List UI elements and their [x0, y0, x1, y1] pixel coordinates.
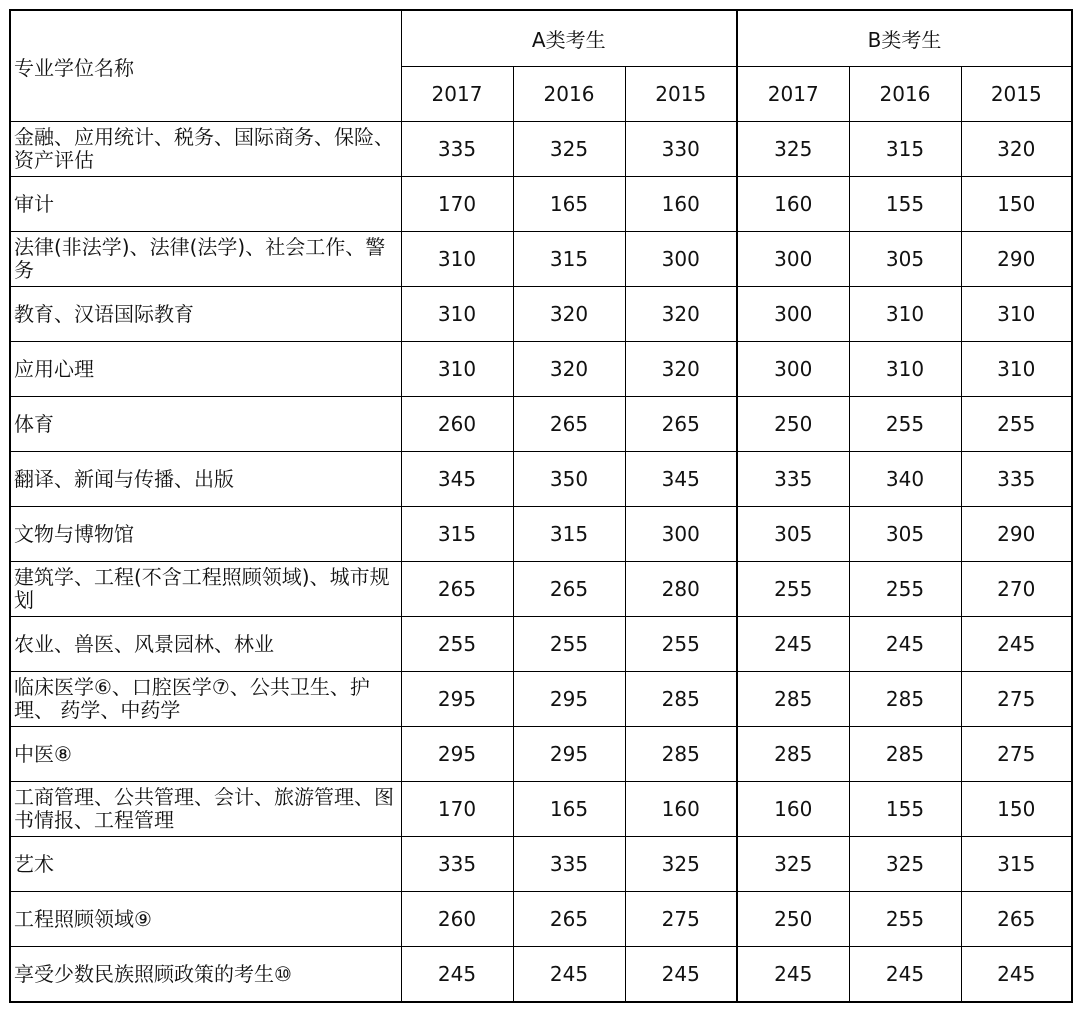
table-row — [10, 232, 1072, 287]
score-cell: 245 — [401, 947, 513, 1003]
table-row — [10, 452, 1072, 507]
score-cell: 275 — [961, 727, 1072, 782]
score-cell: 300 — [737, 342, 849, 397]
header-group-a: A类考生 — [401, 10, 737, 67]
score-cell: 300 — [625, 232, 737, 287]
score-cell: 265 — [513, 397, 625, 452]
score-cell: 285 — [625, 727, 737, 782]
header-group-b: B类考生 — [737, 10, 1072, 67]
score-cell: 245 — [625, 947, 737, 1003]
score-cell: 255 — [737, 562, 849, 617]
score-cell: 305 — [737, 507, 849, 562]
score-cell: 255 — [513, 617, 625, 672]
score-cell: 250 — [737, 397, 849, 452]
score-cell: 315 — [513, 507, 625, 562]
table-row — [10, 727, 1072, 782]
score-cell: 255 — [849, 892, 961, 947]
score-cell: 265 — [513, 892, 625, 947]
score-cell: 325 — [513, 122, 625, 177]
table-row — [10, 342, 1072, 397]
score-cell: 285 — [849, 727, 961, 782]
score-cell: 310 — [401, 232, 513, 287]
score-cell: 160 — [737, 782, 849, 837]
score-cell: 305 — [849, 507, 961, 562]
score-cell: 260 — [401, 397, 513, 452]
header-year-b-2015: 2015 — [961, 67, 1072, 122]
score-cell: 265 — [625, 397, 737, 452]
table-row — [10, 947, 1072, 1003]
table-row — [10, 287, 1072, 342]
score-cell: 265 — [961, 892, 1072, 947]
score-cell: 255 — [401, 617, 513, 672]
score-cell: 155 — [849, 177, 961, 232]
row-name-cell: 应用心理 — [10, 342, 401, 397]
score-cell: 315 — [513, 232, 625, 287]
score-cell: 295 — [513, 727, 625, 782]
score-cell: 255 — [961, 397, 1072, 452]
score-cell: 325 — [625, 837, 737, 892]
score-cell: 335 — [513, 837, 625, 892]
score-cell: 275 — [961, 672, 1072, 727]
row-name-cell: 中医⑧ — [10, 727, 401, 782]
score-cell: 325 — [737, 837, 849, 892]
score-cell: 275 — [625, 892, 737, 947]
header-year-a-2015: 2015 — [625, 67, 737, 122]
score-cell: 160 — [625, 782, 737, 837]
score-cell: 245 — [849, 947, 961, 1003]
score-cell: 305 — [849, 232, 961, 287]
score-cell: 340 — [849, 452, 961, 507]
score-cell: 245 — [737, 947, 849, 1003]
row-name-cell: 建筑学、工程(不含工程照顾领域)、城市规划 — [10, 562, 401, 617]
score-cell: 295 — [513, 672, 625, 727]
score-cell: 165 — [513, 177, 625, 232]
score-cell: 285 — [737, 727, 849, 782]
table-row — [10, 837, 1072, 892]
score-cell: 320 — [513, 287, 625, 342]
score-cell: 245 — [849, 617, 961, 672]
score-cell: 325 — [737, 122, 849, 177]
score-cell: 295 — [401, 727, 513, 782]
table-body — [10, 122, 1072, 1003]
score-cell: 310 — [849, 342, 961, 397]
row-name-cell: 享受少数民族照顾政策的考生⑩ — [10, 947, 401, 1003]
score-cell: 310 — [849, 287, 961, 342]
score-table-container — [9, 9, 1073, 1003]
row-name-cell: 农业、兽医、风景园林、林业 — [10, 617, 401, 672]
score-cell: 310 — [961, 287, 1072, 342]
score-cell: 350 — [513, 452, 625, 507]
score-cell: 310 — [401, 342, 513, 397]
header-year-b-2016: 2016 — [849, 67, 961, 122]
score-cell: 270 — [961, 562, 1072, 617]
score-cell: 150 — [961, 782, 1072, 837]
score-cell: 325 — [849, 837, 961, 892]
score-cell: 245 — [961, 617, 1072, 672]
score-cell: 345 — [625, 452, 737, 507]
table-row — [10, 617, 1072, 672]
row-name-cell: 临床医学⑥、口腔医学⑦、公共卫生、护理、 药学、中药学 — [10, 672, 401, 727]
score-cell: 165 — [513, 782, 625, 837]
score-cell: 285 — [737, 672, 849, 727]
score-cell: 335 — [737, 452, 849, 507]
score-cell: 320 — [961, 122, 1072, 177]
score-cell: 260 — [401, 892, 513, 947]
score-cell: 315 — [849, 122, 961, 177]
table-row — [10, 892, 1072, 947]
row-name-cell: 艺术 — [10, 837, 401, 892]
score-cell: 245 — [737, 617, 849, 672]
score-cell: 335 — [401, 122, 513, 177]
score-cell: 345 — [401, 452, 513, 507]
score-cell: 320 — [625, 287, 737, 342]
table-row — [10, 562, 1072, 617]
score-cell: 285 — [625, 672, 737, 727]
header-year-b-2017: 2017 — [737, 67, 849, 122]
row-name-cell: 教育、汉语国际教育 — [10, 287, 401, 342]
score-cell: 170 — [401, 177, 513, 232]
score-cell: 250 — [737, 892, 849, 947]
header-year-a-2016: 2016 — [513, 67, 625, 122]
score-cell: 160 — [625, 177, 737, 232]
score-cell: 255 — [849, 562, 961, 617]
score-cell: 315 — [961, 837, 1072, 892]
score-cell: 170 — [401, 782, 513, 837]
score-cell: 255 — [625, 617, 737, 672]
header-name-cell: 专业学位名称 — [10, 10, 401, 122]
score-cell: 245 — [961, 947, 1072, 1003]
score-cell: 280 — [625, 562, 737, 617]
score-cell: 160 — [737, 177, 849, 232]
score-cell: 290 — [961, 507, 1072, 562]
score-cell: 300 — [625, 507, 737, 562]
score-cell: 155 — [849, 782, 961, 837]
score-cell: 300 — [737, 287, 849, 342]
table-row — [10, 177, 1072, 232]
row-name-cell: 体育 — [10, 397, 401, 452]
score-table — [9, 9, 1073, 1003]
row-name-cell: 工程照顾领域⑨ — [10, 892, 401, 947]
row-name-cell: 文物与博物馆 — [10, 507, 401, 562]
table-row — [10, 782, 1072, 837]
score-cell: 255 — [849, 397, 961, 452]
score-cell: 335 — [961, 452, 1072, 507]
score-cell: 265 — [401, 562, 513, 617]
score-cell: 315 — [401, 507, 513, 562]
header-year-a-2017: 2017 — [401, 67, 513, 122]
table-row — [10, 122, 1072, 177]
header-row-groups — [10, 10, 1072, 67]
score-cell: 320 — [625, 342, 737, 397]
score-cell: 150 — [961, 177, 1072, 232]
row-name-cell: 法律(非法学)、法律(法学)、社会工作、警务 — [10, 232, 401, 287]
score-cell: 245 — [513, 947, 625, 1003]
score-cell: 335 — [401, 837, 513, 892]
score-cell: 320 — [513, 342, 625, 397]
score-cell: 310 — [401, 287, 513, 342]
row-name-cell: 金融、应用统计、税务、国际商务、保险、 资产评估 — [10, 122, 401, 177]
table-row — [10, 507, 1072, 562]
score-cell: 285 — [849, 672, 961, 727]
table-row — [10, 672, 1072, 727]
table-row — [10, 397, 1072, 452]
score-cell: 300 — [737, 232, 849, 287]
row-name-cell: 审计 — [10, 177, 401, 232]
score-cell: 290 — [961, 232, 1072, 287]
score-cell: 330 — [625, 122, 737, 177]
row-name-cell: 工商管理、公共管理、会计、旅游管理、图书情报、工程管理 — [10, 782, 401, 837]
score-cell: 265 — [513, 562, 625, 617]
score-cell: 310 — [961, 342, 1072, 397]
row-name-cell: 翻译、新闻与传播、出版 — [10, 452, 401, 507]
score-cell: 295 — [401, 672, 513, 727]
